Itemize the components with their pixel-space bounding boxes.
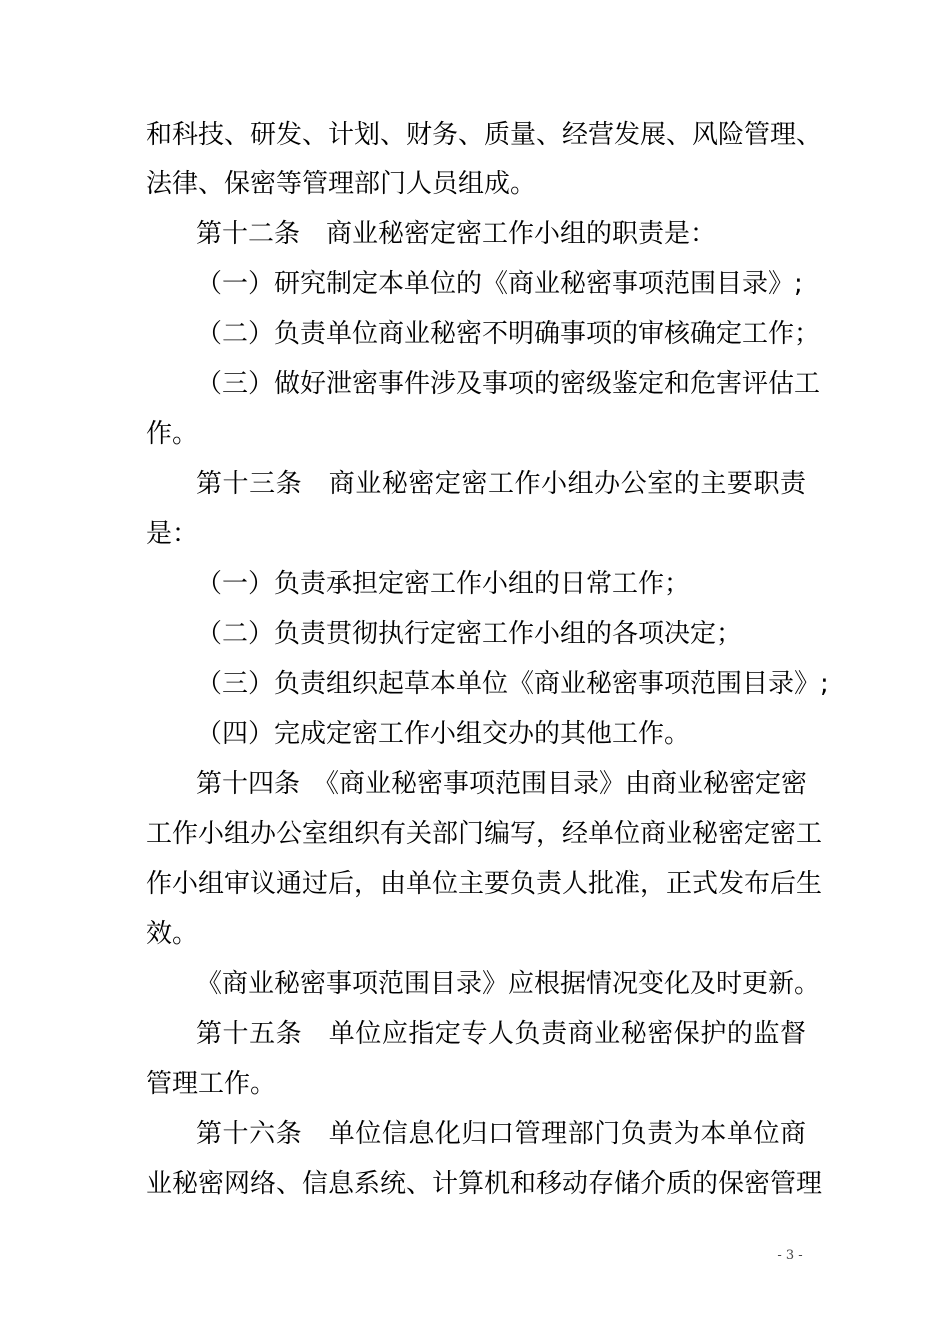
article-heading-16: 第十六条 单位信息化归口管理部门负责为本单位商 (196, 1119, 806, 1149)
article-heading-13: 第十三条 商业秘密定密工作小组办公室的主要职责 (196, 469, 806, 499)
text-line: 作。 (146, 419, 199, 449)
text-line: 业秘密网络、信息系统、计算机和移动存储介质的保密管理 (146, 1169, 823, 1199)
list-item: （二）负责贯彻执行定密工作小组的各项决定； (196, 619, 743, 649)
list-item: （二）负责单位商业秘密不明确事项的审核确定工作； (196, 319, 821, 349)
list-item: （三）负责组织起草本单位《商业秘密事项范围目录》; (196, 669, 829, 699)
article-heading-12: 第十二条 商业秘密定密工作小组的职责是： (196, 219, 717, 249)
list-item: （一）负责承担定密工作小组的日常工作； (196, 569, 691, 599)
article-heading-15: 第十五条 单位应指定专人负责商业秘密保护的监督 (196, 1019, 806, 1049)
text-line: 是： (146, 519, 199, 549)
article-heading-14: 第十四条 《商业秘密事项范围目录》由商业秘密定密 (196, 769, 808, 799)
text-line: 管理工作。 (146, 1069, 277, 1099)
text-line: 效。 (146, 919, 199, 949)
text-line: 《商业秘密事项范围目录》应根据情况变化及时更新。 (196, 969, 821, 999)
list-item: （三）做好泄密事件涉及事项的密级鉴定和危害评估工 (196, 369, 821, 399)
list-item: （一）研究制定本单位的《商业秘密事项范围目录》; (196, 269, 803, 299)
page-number: - 3 - (777, 1248, 803, 1263)
text-line: 工作小组办公室组织有关部门编写，经单位商业秘密定密工 (146, 819, 823, 849)
list-item: （四）完成定密工作小组交办的其他工作。 (196, 719, 691, 749)
text-line: 法律、保密等管理部门人员组成。 (146, 169, 537, 199)
text-line: 和科技、研发、计划、财务、质量、经营发展、风险管理、 (146, 120, 823, 150)
text-line: 作小组审议通过后，由单位主要负责人批准，正式发布后生 (146, 869, 823, 899)
